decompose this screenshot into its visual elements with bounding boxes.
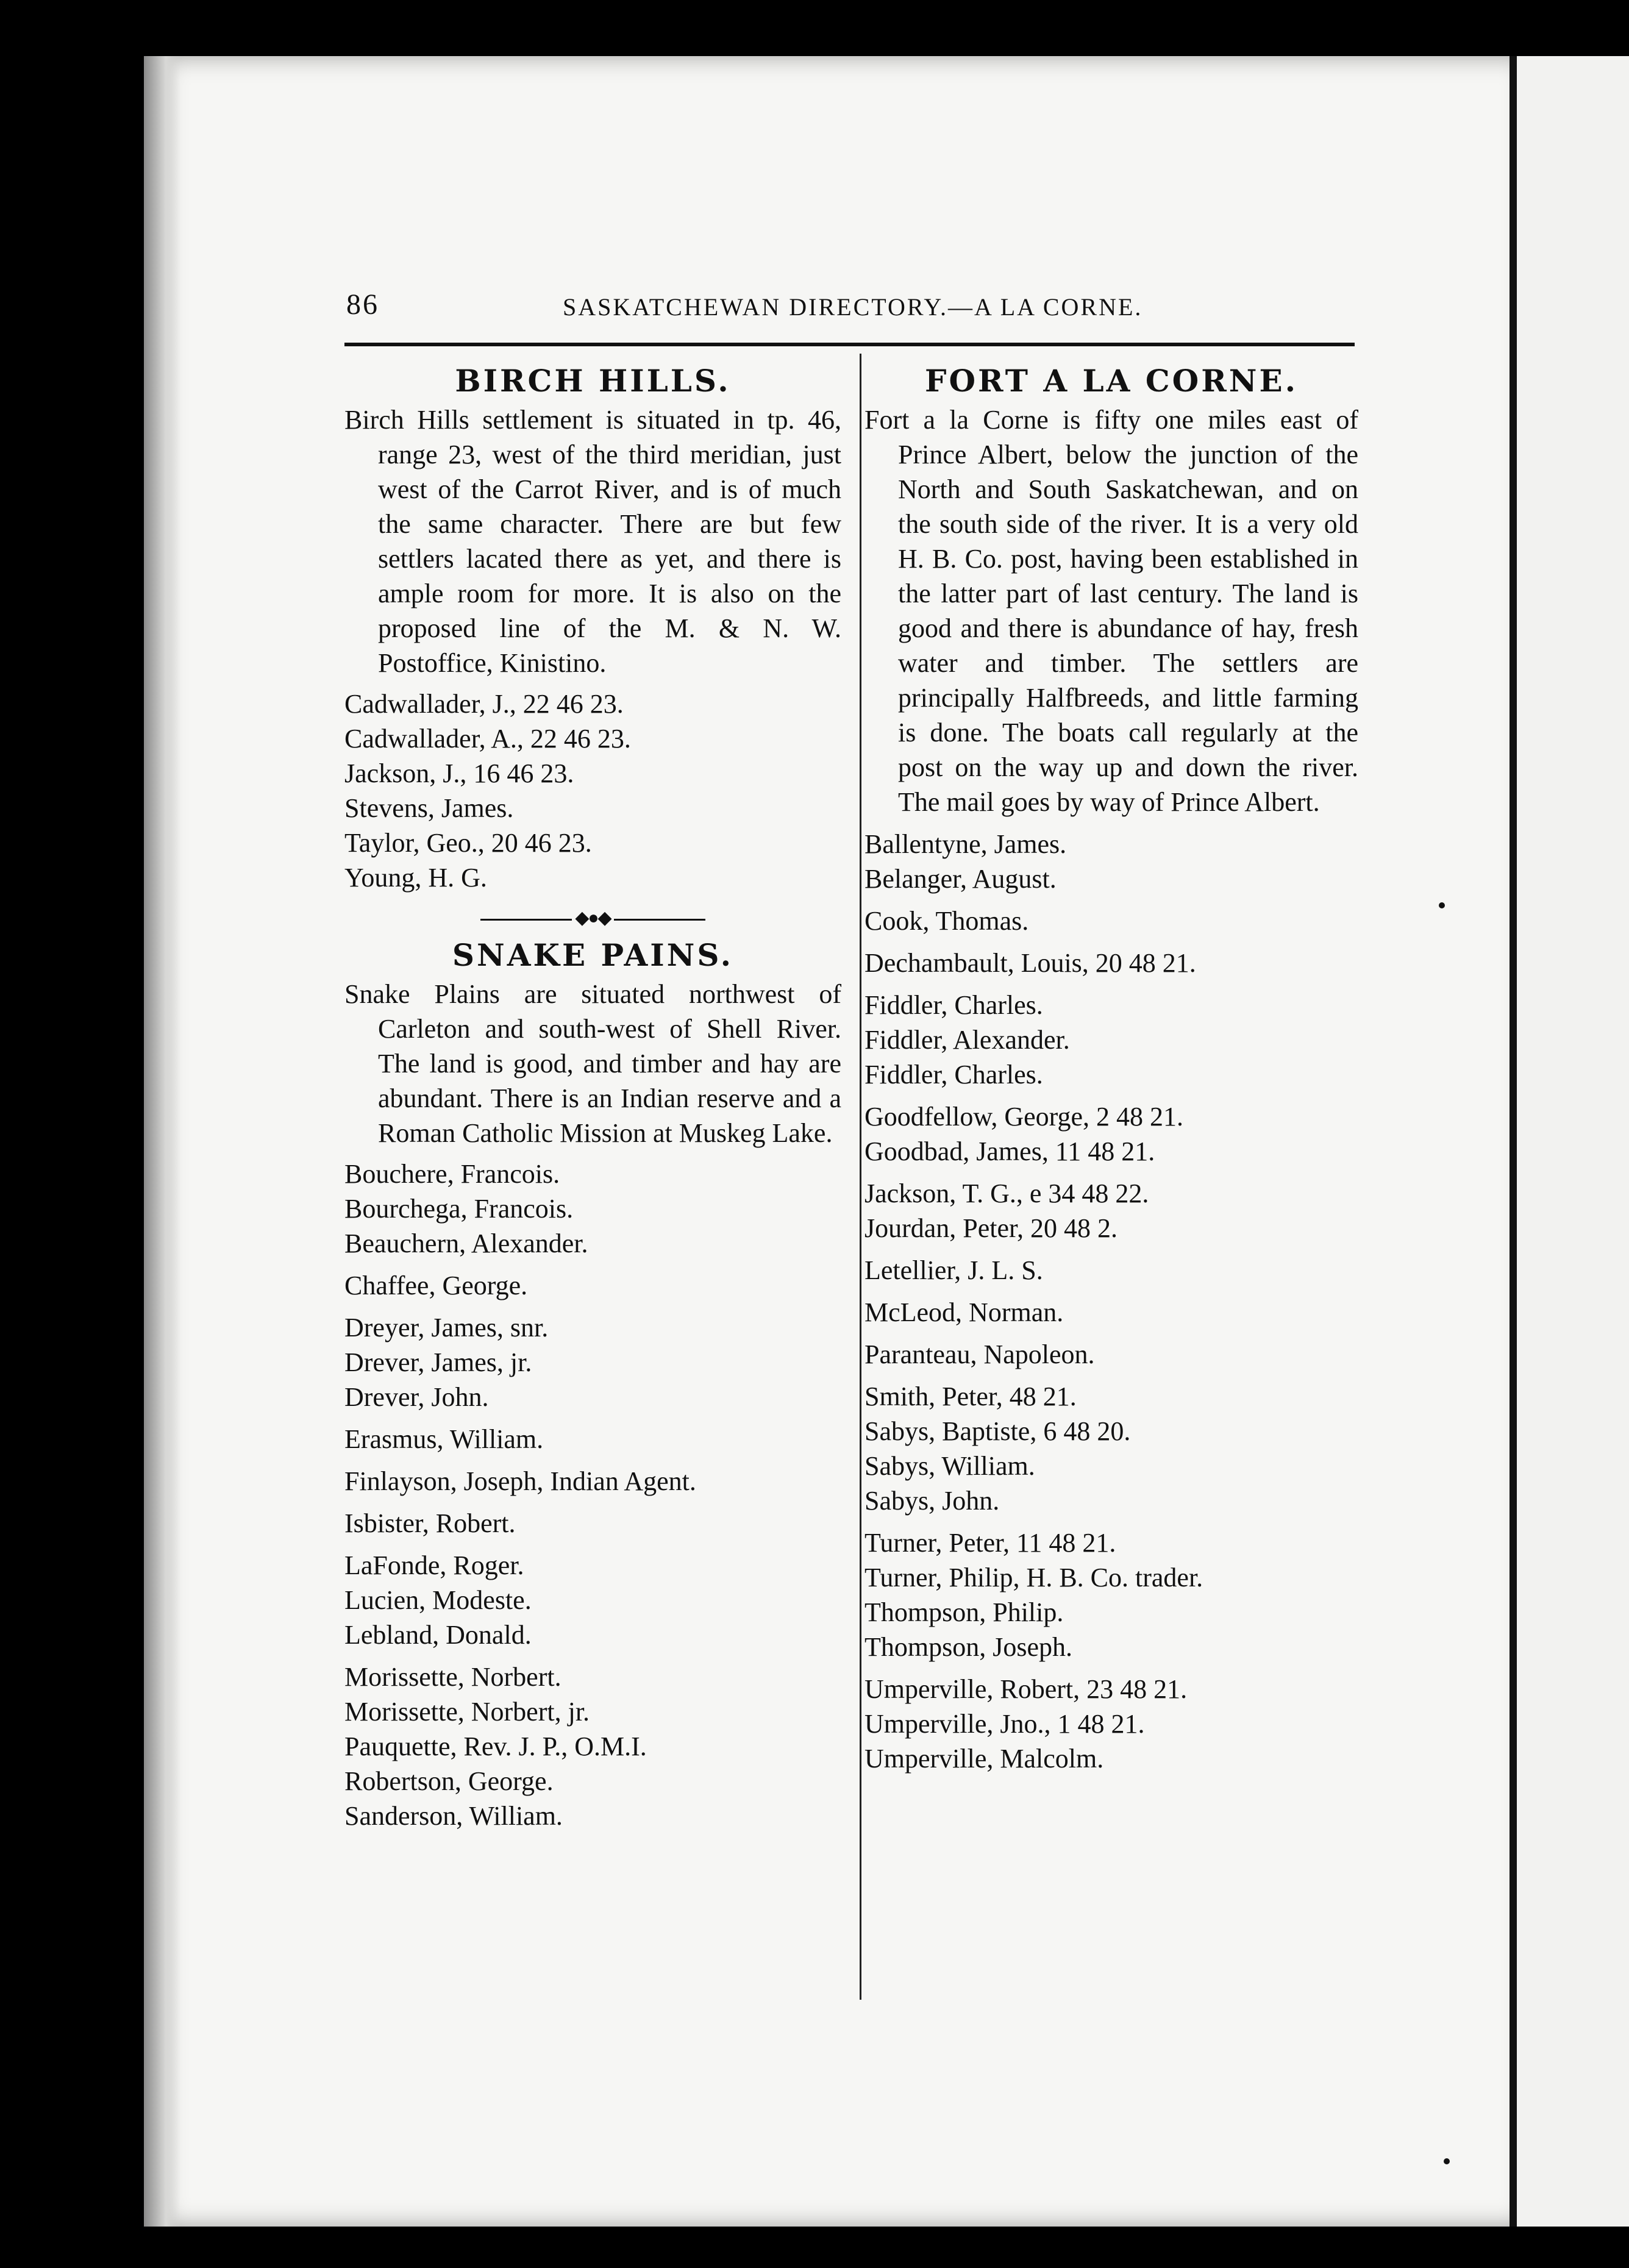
right-column (864, 363, 1358, 1776)
page-binding-shadow (144, 56, 180, 2227)
list-item: Goodbad, James, 11 48 21. (864, 1136, 1155, 1166)
snake-plains-description: Snake Plains are situated northwest of Carleton and south-west of Shell River. The land is good, and timber and hay are abundant. There is an Indian reserve and a Roman Catholic Mission at Muskeg Lake. (344, 979, 841, 1148)
list-item: Jackson, J., 16 46 23. (344, 758, 574, 788)
list-item: Thompson, Philip. (864, 1597, 1064, 1627)
list-item: Sanderson, William. (344, 1801, 563, 1831)
list-item: Smith, Peter, 48 21. (864, 1382, 1077, 1411)
column-divider (860, 354, 861, 2000)
list-item: McLeod, Norman. (864, 1297, 1064, 1327)
list-item: Letellier, J. L. S. (864, 1255, 1043, 1285)
list-item: Stevens, James. (344, 793, 514, 823)
list-item: Bouchere, Francois. (344, 1159, 560, 1189)
list-item: Umperville, Robert, 23 48 21. (864, 1674, 1188, 1704)
list-item: Thompson, Joseph. (864, 1632, 1072, 1662)
list-item: Lebland, Donald. (344, 1620, 532, 1650)
list-item: Young, H. G. (344, 863, 487, 893)
list-item: Fiddler, Alexander. (864, 1025, 1070, 1055)
adjacent-page-strip (1517, 56, 1629, 2227)
list-item: Fiddler, Charles. (864, 990, 1043, 1020)
list-item: Drever, John. (344, 1382, 489, 1412)
list-item: Dechambault, Louis, 20 48 21. (864, 948, 1196, 978)
left-column (344, 363, 841, 1833)
list-item: Drever, James, jr. (344, 1347, 532, 1377)
list-item: Jackson, T. G., e 34 48 22. (864, 1179, 1149, 1208)
list-item: Morissette, Norbert, jr. (344, 1697, 590, 1727)
page-edge (1510, 56, 1517, 2227)
list-item: Turner, Philip, H. B. Co. trader. (864, 1563, 1203, 1592)
list-item: Isbister, Robert. (344, 1508, 516, 1538)
running-title: SASKATCHEWAN DIRECTORY.—A LA CORNE. (563, 293, 1143, 321)
list-item: Erasmus, William. (344, 1424, 544, 1454)
list-item: Lucien, Modeste. (344, 1585, 532, 1615)
list-item: Morissette, Norbert. (344, 1662, 561, 1692)
list-item: Goodfellow, George, 2 48 21. (864, 1102, 1184, 1132)
list-item: Belanger, August. (864, 864, 1057, 894)
section-title-birch-hills: BIRCH HILLS. (455, 363, 731, 399)
list-item: Sabys, Baptiste, 6 48 20. (864, 1416, 1131, 1446)
list-item: Taylor, Geo., 20 46 23. (344, 828, 592, 858)
birch-hills-description: Birch Hills settlement is situated in tp. 46, range 23, west of the third meridian, just west of the Carrot River, and is of much the same character. There are but few settlers lacated there as yet, and there is ample room for more. It is also on the proposed line of the M. & N. W. Postoffice, Kinistino. (344, 405, 841, 678)
list-item: Turner, Peter, 11 48 21. (864, 1528, 1116, 1558)
section-title-snake-plains: SNAKE PAINS. (452, 937, 734, 973)
list-item: Sabys, William. (864, 1451, 1035, 1481)
list-item: Robertson, George. (344, 1766, 554, 1796)
list-item: Dreyer, James, snr. (344, 1313, 549, 1343)
list-item: Beauchern, Alexander. (344, 1228, 588, 1258)
section-ornament: ◆●◆ (344, 907, 841, 929)
list-item: Bourchega, Francois. (344, 1194, 574, 1224)
list-item: Jourdan, Peter, 20 48 2. (864, 1213, 1117, 1243)
list-item: Fiddler, Charles. (864, 1060, 1043, 1089)
list-item: Pauquette, Rev. J. P., O.M.I. (344, 1731, 647, 1761)
list-item: LaFonde, Roger. (344, 1550, 524, 1580)
list-item: Finlayson, Joseph, Indian Agent. (344, 1466, 696, 1496)
list-item: Paranteau, Napoleon. (864, 1339, 1095, 1369)
list-item: Ballentyne, James. (864, 829, 1067, 859)
list-item: Sabys, John. (864, 1486, 1000, 1516)
page-number: 86 (346, 288, 379, 321)
list-item: Cadwallader, A., 22 46 23. (344, 724, 631, 754)
list-item: Cook, Thomas. (864, 906, 1029, 936)
scan-speck (1439, 902, 1445, 908)
list-item: Chaffee, George. (344, 1271, 528, 1300)
list-item: Cadwallader, J., 22 46 23. (344, 689, 624, 719)
section-title-fort-a-la-corne: FORT A LA CORNE. (924, 363, 1299, 399)
fort-a-la-corne-description: Fort a la Corne is fifty one miles east of Prince Albert, below the junction of the North and South Saskatchewan, and on the south side of the river. It is a very old H. B. Co. post, having been established in the latter part of last century. The land is good and there is abundance of hay, fresh water and timber. The settlers are principally Halfbreeds, and little farming is done. The boats call regularly at the post on the way up and down the river. The mail goes by way of Prince Albert. (864, 405, 1358, 817)
list-item: Umperville, Jno., 1 48 21. (864, 1709, 1145, 1739)
scan-speck (1444, 2158, 1450, 2164)
header-rule (344, 343, 1355, 346)
list-item: Umperville, Malcolm. (864, 1744, 1104, 1774)
